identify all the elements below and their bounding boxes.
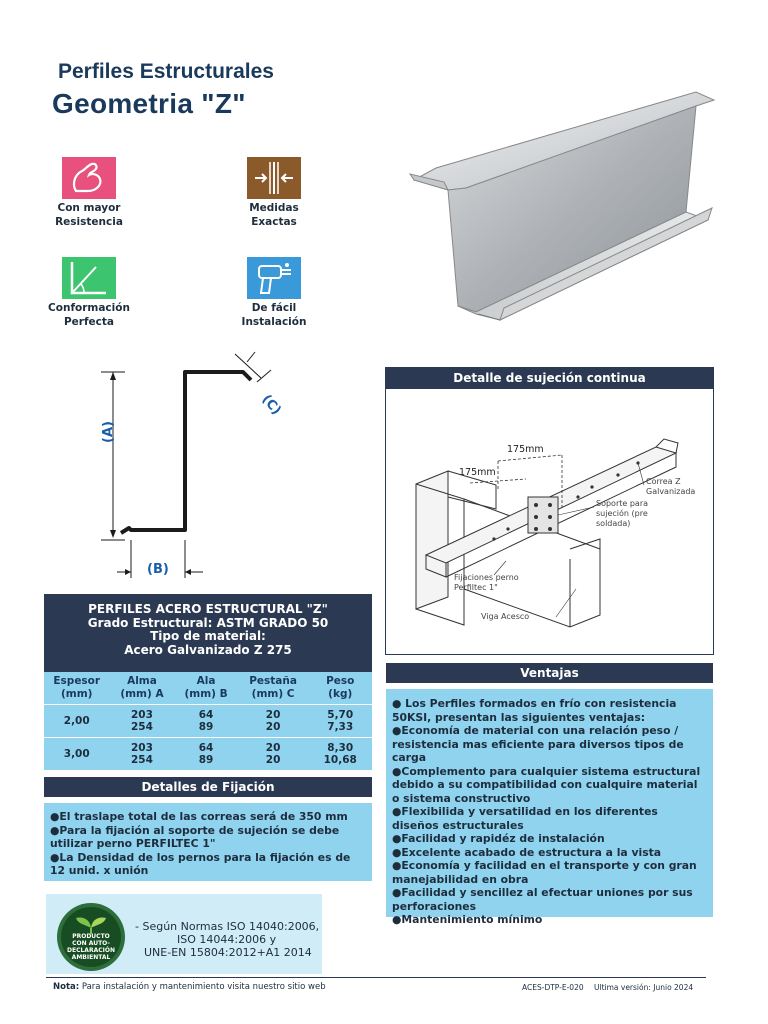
seal-text: PRODUCTO CON AUTO- DECLARACIÓN AMBIENTAL <box>67 933 115 961</box>
list-item: ●Economía de material con una relación peso / resistencia mas eficiente para diversos tipos de carga <box>392 724 684 764</box>
measure-arrows-icon <box>247 157 301 199</box>
viga-label: Viga Acesco <box>481 612 530 621</box>
feature-resistencia: Con mayor Resistencia <box>34 157 144 229</box>
page-subtitle: Geometria "Z" <box>52 88 246 119</box>
normas-text: - Según Normas ISO 14040:2006, ISO 14044:2006 y UNE-EN 15804:2012+A1 2014 <box>135 920 320 959</box>
col-peso: Peso (kg) <box>308 672 372 705</box>
table-row: 2,00 203 254 64 89 20 20 5,70 7,33 <box>44 705 372 738</box>
sujecion-title: Detalle de sujeción continua <box>386 368 713 389</box>
fijacion-list <box>44 803 372 881</box>
correa-label: Correa Z Galvanizada <box>646 477 696 496</box>
soporte-label: Soporte para sujeción (pre soldada) <box>596 499 649 528</box>
fijaciones-label: Fijaciones perno Perfiltec 1" <box>454 573 519 592</box>
feature-medidas: Medidas Exactas <box>219 157 329 229</box>
feature-instalacion: De fácil Instalación <box>219 257 329 329</box>
angle-icon <box>62 257 116 299</box>
list-item: ●Flexibilida y versatilidad en los diferentes diseños estructurales <box>392 805 658 832</box>
footer-note: Nota: Para instalación y mantenimiento visita nuestro sitio web <box>53 982 326 992</box>
table-header-row <box>44 672 372 705</box>
z-purlin-photo <box>396 62 736 362</box>
list-item: ●Facilidad y sencillez al efectuar uniones por sus perforaciones <box>392 886 693 913</box>
col-espesor: Espesor (mm) <box>44 672 109 705</box>
z-profile-diagram <box>95 350 310 585</box>
fijacion-title: Detalles de Fijación <box>44 777 372 797</box>
spec-panel-header: PERFILES ACERO ESTRUCTURAL "Z" Grado Estructural: ASTM GRADO 50 Tipo de material: Acero Galvanizado Z 275 <box>44 594 372 672</box>
sujecion-panel <box>385 367 714 655</box>
col-pestana: Pestaña (mm) C <box>238 672 309 705</box>
drill-icon <box>247 257 301 299</box>
dimension-b-label: (B) <box>147 562 169 577</box>
list-item: ●Facilidad y rapidéz de instalación <box>392 832 605 845</box>
list-item: ●Para la fijación al soporte de sujeción se debe utilizar perno PERFILTEC 1" <box>50 823 340 850</box>
footer-version: Ultima versión: Junio 2024 <box>594 983 694 992</box>
list-item: ●Complemento para cualquier sistema estructural debido a su compatibilidad con cualquire material o sistema constructivo <box>392 764 701 805</box>
strength-arm-icon <box>62 157 116 199</box>
dim-label-2: 175mm <box>459 467 496 478</box>
footer-divider <box>46 977 706 978</box>
col-ala: Ala (mm) B <box>174 672 237 705</box>
col-alma: Alma (mm) A <box>109 672 174 705</box>
dim-label-1: 175mm <box>507 444 544 455</box>
list-item: ● Los Perfiles formados en frío con resistencia 50KSI, presentan las siguientes ventajas: <box>392 697 677 724</box>
dimension-a-label: (A) <box>101 421 116 443</box>
list-item: ●La Densidad de los pernos para la fijación es de 12 unid. x unión <box>50 850 351 877</box>
sujecion-drawing <box>386 389 713 654</box>
ventajas-list <box>386 689 713 926</box>
ventajas-title: Ventajas <box>386 663 713 683</box>
feature-conformacion: Conformación Perfecta <box>34 257 144 329</box>
list-item: ●El traslape total de las correas será de 350 mm <box>50 810 348 823</box>
dimension-c-label: (C) <box>258 392 284 419</box>
page-title: Perfiles Estructurales <box>58 60 274 83</box>
list-item: ●Mantenimiento mínimo <box>392 913 543 926</box>
table-row: 3,00 203 254 64 89 20 20 8,30 10,68 <box>44 738 372 771</box>
list-item: ●Excelente acabado de estructura a la vista <box>392 845 662 859</box>
list-item: ●Economía y facilidad en el transporte y con gran manejabilidad en obra <box>392 859 697 886</box>
footer-code: ACES-DTP-E-020 <box>522 983 584 992</box>
spec-table <box>44 672 372 770</box>
